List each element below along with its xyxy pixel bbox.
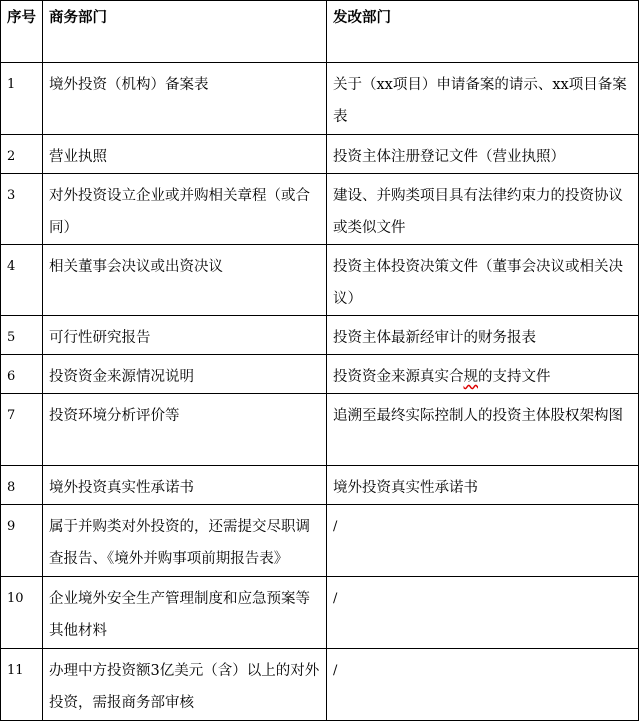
row-ndrc: / (327, 649, 639, 721)
table-row (1, 316, 639, 355)
row-ndrc-part-a: 投资资金来源真实合 (333, 369, 464, 385)
table-row (1, 63, 639, 135)
table-header-row (1, 1, 639, 63)
row-ndrc: 建设、并购类项目具有法律约束力的投资协议或类似文件 (327, 174, 639, 245)
table-row (1, 355, 639, 394)
row-mofcom: 对外投资设立企业或并购相关章程（或合同） (43, 174, 327, 245)
row-num: 6 (1, 355, 43, 394)
row-mofcom: 投资环境分析评价等 (43, 394, 327, 466)
row-num: 10 (1, 577, 43, 649)
row-ndrc: 关于（xx项目）申请备案的请示、xx项目备案表 (327, 63, 639, 135)
row-mofcom: 企业境外安全生产管理制度和应急预案等其他材料 (43, 577, 327, 649)
table-row (1, 505, 639, 577)
table-row (1, 649, 639, 721)
row-ndrc: 投资主体投资决策文件（董事会决议或相关决议） (327, 245, 639, 316)
row-num: 11 (1, 649, 43, 721)
row-num: 4 (1, 245, 43, 316)
header-ndrc: 发改部门 (327, 1, 639, 63)
row-num: 7 (1, 394, 43, 466)
row-ndrc: 投资主体最新经审计的财务报表 (327, 316, 639, 355)
row-num: 1 (1, 63, 43, 135)
row-num: 2 (1, 135, 43, 174)
row-mofcom: 办理中方投资额3亿美元（含）以上的对外投资，需报商务部审核 (43, 649, 327, 721)
table-row (1, 245, 639, 316)
row-mofcom: 投资资金来源情况说明 (43, 355, 327, 394)
row-mofcom: 境外投资真实性承诺书 (43, 466, 327, 505)
table-row (1, 174, 639, 245)
row-mofcom: 相关董事会决议或出资决议 (43, 245, 327, 316)
table-row (1, 466, 639, 505)
row-num: 8 (1, 466, 43, 505)
header-num: 序号 (1, 1, 43, 63)
row-ndrc: 追溯至最终实际控制人的投资主体股权架构图 (327, 394, 639, 466)
row-ndrc: 投资主体注册登记文件（营业执照） (327, 135, 639, 174)
row-mofcom: 属于并购类对外投资的，还需提交尽职调查报告、《境外并购事项前期报告表》 (43, 505, 327, 577)
row-mofcom: 可行性研究报告 (43, 316, 327, 355)
table-row (1, 577, 639, 649)
row-ndrc: 境外投资真实性承诺书 (327, 466, 639, 505)
row-num: 5 (1, 316, 43, 355)
table-row (1, 135, 639, 174)
row-ndrc-part-c: 的支持文件 (478, 369, 551, 385)
row-num: 3 (1, 174, 43, 245)
header-mofcom: 商务部门 (43, 1, 327, 63)
row-mofcom: 营业执照 (43, 135, 327, 174)
table-row (1, 394, 639, 466)
row-ndrc-part-b: 规 (463, 369, 478, 385)
row-mofcom: 境外投资（机构）备案表 (43, 63, 327, 135)
row-ndrc: / (327, 577, 639, 649)
row-ndrc: / (327, 505, 639, 577)
row-num: 9 (1, 505, 43, 577)
row-ndrc (327, 355, 639, 394)
